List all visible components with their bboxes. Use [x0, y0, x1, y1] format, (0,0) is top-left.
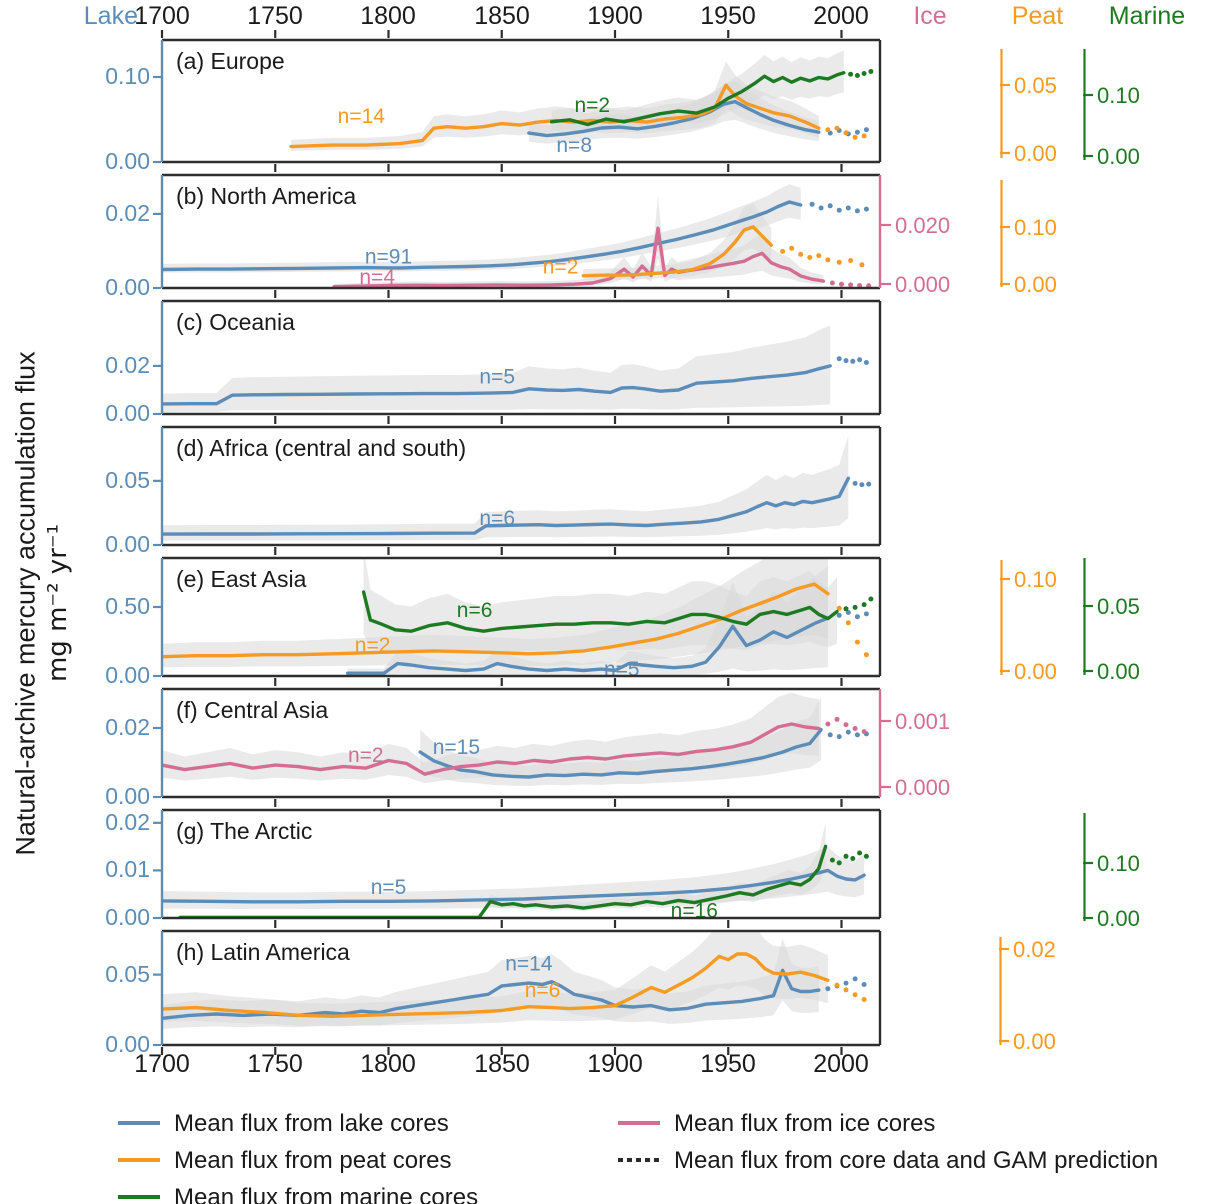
panel-title: (c) Oceania: [176, 309, 295, 335]
right-axis-marine-a: [1083, 43, 1179, 166]
x-tick-label-top: 1800: [360, 2, 416, 30]
x-tick-label-top: 1950: [700, 2, 756, 30]
panel-svg-g: [150, 798, 892, 930]
gam-dot-peat: [859, 262, 864, 267]
y-tick-label: 0.02: [105, 714, 150, 740]
y-tick-label: 0.00: [105, 1031, 150, 1057]
gam-dot-marine: [844, 854, 849, 859]
gam-dot-peat: [848, 258, 853, 263]
n-label-lake: n=15: [432, 736, 481, 759]
right-axis-tick-label: 0.00: [1097, 906, 1140, 927]
n-label-lake: n=8: [556, 134, 593, 157]
gam-dot-ice: [835, 717, 840, 722]
chart-panel-h: [150, 919, 892, 1057]
gam-dot-peat: [789, 246, 794, 251]
gam-dot-lake: [837, 613, 842, 618]
gam-dot-lake: [850, 359, 855, 364]
right-axis-tick-label: 0.10: [1097, 83, 1140, 108]
gam-dot-peat: [862, 997, 867, 1002]
gam-dot-lake: [864, 207, 869, 212]
legend-item-marine: [118, 1184, 478, 1204]
gam-dot-peat: [855, 640, 860, 645]
gam-dot-lake: [837, 356, 842, 361]
gam-dot-lake: [828, 203, 833, 208]
gam-dot-lake: [866, 482, 871, 487]
gam-dot-marine: [864, 854, 869, 859]
right-axis-tick-label: 0.00: [1014, 141, 1057, 164]
gam-dot-ice: [844, 722, 849, 727]
gam-dot-peat: [846, 620, 851, 625]
y-tick-label: 0.50: [105, 593, 150, 619]
gam-dot-ice: [853, 726, 858, 731]
n-label-marine: n=16: [670, 899, 718, 923]
gam-dot-lake: [859, 482, 864, 487]
gam-dot-lake: [810, 202, 815, 207]
gam-dot-lake: [844, 358, 849, 363]
y-tick-label: 0.00: [105, 783, 150, 809]
gam-dot-peat: [835, 983, 840, 988]
ice-line-swatch: [618, 1121, 660, 1125]
right-axis-tick-label: 0.05: [1014, 73, 1057, 98]
gam-dot-peat: [853, 992, 858, 997]
right-axis-tick-label: 0.00: [1014, 272, 1057, 293]
chart-panel-g: [150, 798, 892, 930]
n-label-lake: n=14: [505, 952, 553, 976]
y-tick-label: 0.00: [105, 400, 150, 426]
panel-svg-f: [150, 677, 892, 809]
gam-dot-ice: [862, 729, 867, 734]
gam-dot-lake: [837, 208, 842, 213]
y-tick-label: 0.01: [105, 856, 150, 882]
panel-title: (h) Latin America: [176, 939, 350, 965]
gam-dot-lake: [864, 360, 869, 365]
gam-dot-marine: [850, 856, 855, 861]
panel-svg-a: [150, 28, 892, 174]
right-axis-tick-label: 0.10: [1014, 215, 1057, 240]
x-tick-label-bottom: 1700: [134, 1050, 190, 1078]
chart-panel-a: [150, 28, 892, 174]
right-axis-marine-g: [1083, 807, 1179, 927]
y-tick-label: 0.00: [105, 531, 150, 557]
n-label-marine: n=6: [456, 599, 493, 623]
gam-dot-lake: [853, 481, 858, 486]
gam-dot-marine: [857, 851, 862, 856]
right-axis-ice-b: [881, 170, 977, 294]
gam-dot-ice: [830, 281, 835, 286]
x-tick-label-top: 1900: [587, 2, 643, 30]
y-axis-units: mg m⁻² yr⁻¹: [43, 523, 73, 683]
n-label-marine: n=2: [574, 94, 611, 117]
gam-dot-peat: [853, 135, 858, 140]
x-tick-label-bottom: 1750: [247, 1050, 303, 1078]
right-axis-tick-label: 0.020: [895, 213, 951, 238]
chart-panel-b: [150, 163, 892, 300]
x-tick-label-top: 1850: [474, 2, 530, 30]
x-tick-label-bottom: 1900: [587, 1050, 643, 1078]
gam-dot-marine: [868, 597, 873, 602]
right-axis-tick-label: 0.00: [1014, 659, 1057, 681]
gam-dot-lake: [855, 732, 860, 737]
right-axis-tick-label: 0.00: [1013, 1029, 1056, 1051]
gam-dot-peat: [780, 249, 785, 254]
y-tick-label: 0.00: [105, 662, 150, 688]
panel-svg-c: [150, 289, 892, 426]
gam-dot-marine: [837, 860, 842, 865]
gam-dot-peat: [798, 252, 803, 257]
y-tick-label: 0.00: [105, 148, 150, 174]
n-label-lake: n=5: [370, 876, 407, 900]
gam-dot-ice: [839, 282, 844, 287]
gam-dot-lake: [862, 982, 867, 987]
gam-dot-ice: [825, 722, 830, 727]
gam-dot-ice: [848, 282, 853, 287]
panel-title: (f) Central Asia: [176, 697, 329, 723]
y-tick-label: 0.00: [105, 274, 150, 300]
gam-dot-lake: [844, 981, 849, 986]
legend-label: Mean flux from marine cores: [174, 1184, 479, 1204]
n-label-peat: n=2: [354, 634, 391, 657]
x-tick-label-bottom: 1950: [700, 1050, 756, 1078]
gam-dot-peat: [825, 127, 830, 132]
panel-svg-e: [150, 546, 892, 688]
right-axis-peat-h: [999, 931, 1095, 1051]
marine-line-swatch: [118, 1195, 160, 1199]
right-axis-peat-a: [1000, 43, 1096, 164]
gam-dot-lake: [864, 127, 869, 132]
x-tick-label-top: 1750: [247, 2, 303, 30]
axis-label-ice: Ice: [913, 2, 947, 30]
gam-dot-marine: [855, 73, 860, 78]
right-axis-tick-label: 0.05: [1097, 594, 1140, 619]
gam-dot-marine: [862, 602, 867, 607]
right-axis-marine-e: [1083, 552, 1179, 681]
panel-title: (d) Africa (central and south): [176, 435, 467, 461]
gam-dot-peat: [837, 260, 842, 265]
gam-dot-peat: [844, 987, 849, 992]
x-tick-label-top: 1700: [134, 2, 190, 30]
right-axis-tick-label: 0.000: [895, 272, 951, 294]
n-label-lake: n=91: [364, 245, 413, 269]
n-label-peat: n=2: [542, 255, 579, 279]
axis-label-marine: Marine: [1108, 2, 1186, 30]
y-tick-label: 0.02: [105, 809, 150, 835]
right-axis-peat-b: [1000, 174, 1096, 293]
panel-title: (b) North America: [176, 183, 357, 209]
legend-item-peat: [118, 1147, 451, 1177]
chart-panel-d: [150, 415, 892, 557]
gam-dot-marine: [862, 71, 867, 76]
panel-svg-h: [150, 919, 892, 1057]
chart-panel-c: [150, 289, 892, 426]
n-label-ice: n=2: [347, 744, 384, 768]
axis-label-lake: Lake: [83, 2, 138, 30]
gam-dot-marine: [848, 72, 853, 77]
gam-dot-lake: [855, 130, 860, 135]
right-axis-tick-label: 0.02: [1013, 937, 1056, 962]
gam-dot-marine: [844, 606, 849, 611]
gam-dot-lake: [855, 208, 860, 213]
n-label-lake: n=6: [479, 507, 516, 531]
legend-label: Mean flux from core data and GAM prediction: [674, 1147, 1159, 1174]
gam-dot-lake: [853, 976, 858, 981]
gam-dot-peat: [807, 255, 812, 260]
gam-dot-peat: [864, 652, 869, 657]
x-tick-label-bottom: 2000: [813, 1050, 869, 1078]
legend-label: Mean flux from ice cores: [674, 1110, 936, 1137]
n-label-lake: n=5: [603, 658, 640, 682]
chart-panel-e: [150, 546, 892, 688]
gam-dot-peat: [825, 257, 830, 262]
right-axis-tick-label: 0.000: [895, 775, 951, 800]
gam-dot-marine: [830, 858, 835, 863]
legend-label: Mean flux from peat cores: [174, 1147, 452, 1174]
panel-svg-b: [150, 163, 892, 300]
y-axis-title: Natural-archive mercury accumulation flux: [10, 351, 41, 856]
n-label-peat: n=14: [337, 104, 385, 128]
peat-line-swatch: [118, 1158, 160, 1162]
gam-dot-lake: [846, 206, 851, 211]
y-tick-label: 0.02: [105, 352, 150, 378]
right-axis-ice-f: [881, 684, 977, 803]
gam-dot-peat: [816, 253, 821, 258]
panel-svg-d: [150, 415, 892, 557]
gam-dot-peat: [844, 130, 849, 135]
gam-dot-lake: [846, 730, 851, 735]
chart-panel-f: [150, 677, 892, 809]
gam-dot-marine: [868, 69, 873, 74]
gam-dot-marine: [853, 605, 858, 610]
y-tick-label: 0.05: [105, 961, 150, 987]
n-label-ice: n=4: [359, 266, 396, 289]
lake-line-swatch: [118, 1121, 160, 1125]
right-axis-tick-label: 0.001: [895, 709, 951, 734]
x-tick-label-top: 2000: [813, 2, 869, 30]
gam-dot-lake: [855, 614, 860, 619]
gam-dot-lake: [837, 734, 842, 739]
right-axis-tick-label: 0.00: [1097, 659, 1140, 681]
gam-dot-lake: [828, 732, 833, 737]
legend-item-gam: [618, 1147, 1158, 1177]
legend-item-lake: [118, 1110, 449, 1140]
gam-dashed-swatch: [618, 1158, 660, 1162]
gam-dot-lake: [819, 206, 824, 211]
x-tick-label-bottom: 1850: [474, 1050, 530, 1078]
gam-dot-lake: [825, 986, 830, 991]
axis-label-peat: Peat: [1011, 2, 1064, 30]
right-axis-tick-label: 0.10: [1014, 567, 1057, 592]
panel-title: (g) The Arctic: [176, 818, 313, 844]
panel-title: (e) East Asia: [176, 566, 307, 592]
gam-dot-lake: [864, 611, 869, 616]
panel-title: (a) Europe: [176, 48, 285, 74]
n-label-peat: n=6: [524, 978, 561, 1002]
legend-item-ice: [618, 1110, 935, 1140]
y-tick-label: 0.05: [105, 467, 150, 493]
y-tick-label: 0.00: [105, 904, 150, 930]
gam-dot-peat: [835, 126, 840, 131]
n-label-lake: n=5: [479, 365, 516, 389]
right-axis-peat-e: [1000, 554, 1096, 681]
legend-label: Mean flux from lake cores: [174, 1110, 449, 1137]
y-tick-label: 0.10: [105, 63, 150, 89]
right-axis-tick-label: 0.00: [1097, 144, 1140, 166]
x-tick-label-bottom: 1800: [360, 1050, 416, 1078]
right-axis-tick-label: 0.10: [1097, 851, 1140, 876]
y-tick-label: 0.02: [105, 200, 150, 226]
gam-dot-lake: [857, 357, 862, 362]
gam-dot-peat: [862, 133, 867, 138]
